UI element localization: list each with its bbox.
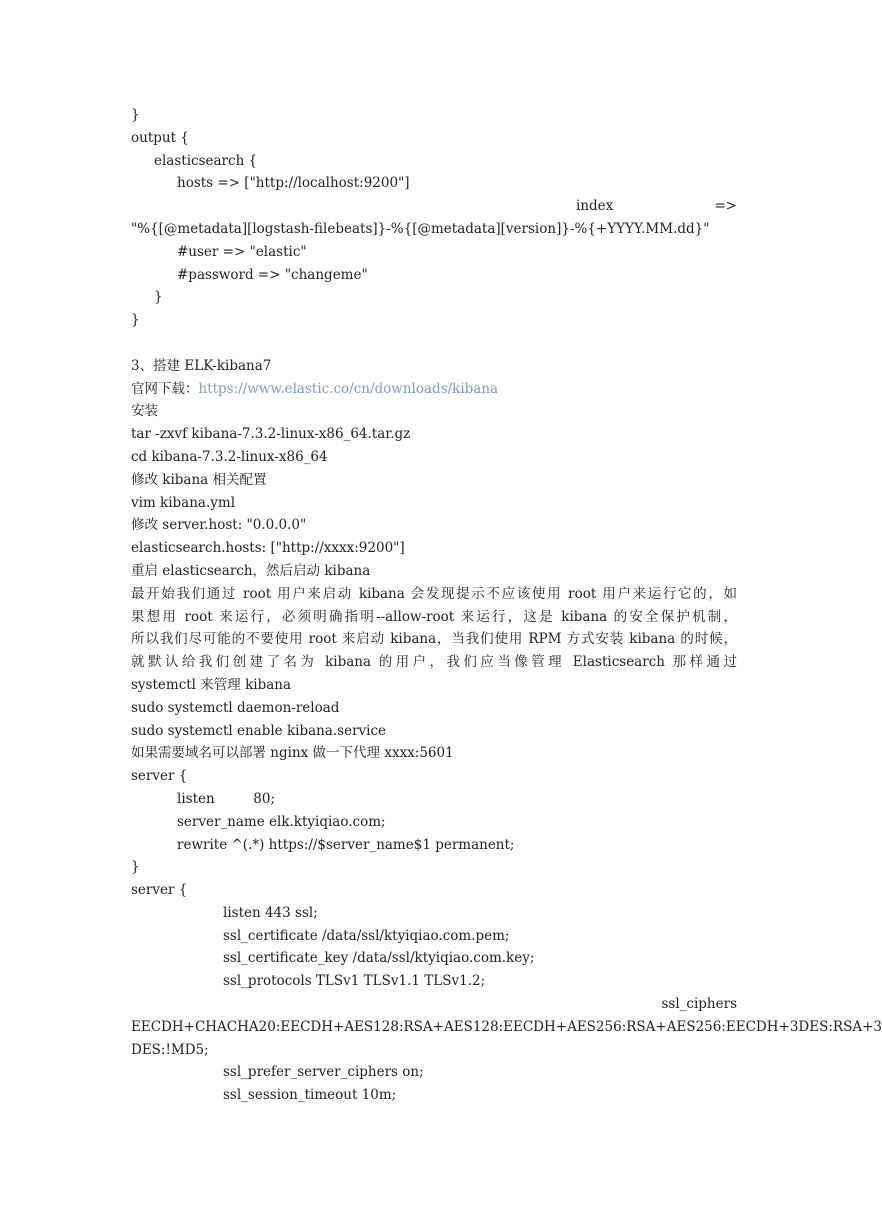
code-line: DES:!MD5; [131,1041,209,1058]
code-token: index [576,198,614,215]
code-line: elasticsearch.hosts: ["http://xxxx:9200"] [131,540,405,557]
code-line: server_name elk.ktyiqiao.com; [177,813,386,830]
code-line: } [131,312,140,329]
code-line: listen 80; [177,790,276,807]
code-line: elasticsearch { [154,152,258,169]
code-line: hosts => ["http://localhost:9200"] [177,175,410,192]
code-line: rewrite ^(.*) https://$server_name$1 permanent; [177,836,515,853]
download-label: 官网下载： [131,380,199,397]
code-line: #user => "elastic" [177,243,307,260]
code-line: sudo systemctl enable kibana.service [131,722,387,739]
code-line: } [154,289,163,306]
code-line: ssl_prefer_server_ciphers on; [223,1064,424,1081]
code-line: output { [131,129,189,146]
code-line: tar -zxvf kibana-7.3.2-linux-x86_64.tar.gz [131,426,411,443]
code-line: cd kibana-7.3.2-linux-x86_64 [131,448,328,465]
code-line: } [131,107,140,123]
code-line: sudo systemctl daemon-reload [131,699,340,716]
text-line: 安装 [131,403,158,420]
text-line: 修改 server.host: "0.0.0.0" [131,517,307,534]
code-line: server { [131,768,188,785]
code-line: } [131,859,140,876]
document-page [131,104,882,1107]
text-line: 重启 elasticsearch，然后启动 kibana [131,562,371,579]
text-line: 修改 kibana 相关配置 [131,471,267,488]
code-line: #password => "changeme" [177,266,368,283]
code-token: => [714,198,737,215]
code-line: vim kibana.yml [131,494,236,511]
code-line: ssl_ciphers [661,996,737,1013]
blank-line [131,332,737,355]
code-line: "%{[@metadata][logstash-filebeats]}-%{[@metadata][version]}-%{+YYYY.MM.dd}" [131,220,710,237]
paragraph-line: 就默认给我们创建了名为 kibana 的用户，我们应当像管理 Elasticsearch 那样通过 [131,654,737,671]
code-line: listen 443 ssl; [223,904,318,921]
code-line [131,195,737,218]
code-line: ssl_certificate /data/ssl/ktyiqiao.com.pem; [223,927,510,944]
code-line: EECDH+CHACHA20:EECDH+AES128:RSA+AES128:EECDH+AES256:RSA+AES256:EECDH+3DES:RSA+3 [131,1018,882,1035]
code-line: ssl_protocols TLSv1 TLSv1.1 TLSv1.2; [223,973,486,990]
paragraph-line: 所以我们尽可能的不要使用 root 来启动 kibana，当我们使用 RPM 方式安装 kibana 的时候， [131,631,737,648]
paragraph-line: 最开始我们通过 root 用户来启动 kibana 会发现提示不应该使用 root 用户来运行它的，如 [131,585,737,602]
code-line: ssl_session_timeout 10m; [223,1087,397,1104]
text-line: 如果需要域名可以部署 nginx 做一下代理 xxxx:5601 [131,745,454,762]
code-line: server { [131,882,188,899]
paragraph-line: systemctl 来管理 kibana [131,676,292,693]
paragraph-line: 果想用 root 来运行，必须明确指明--allow-root 来运行，这是 kibana 的安全保护机制， [131,608,737,625]
code-line: ssl_certificate_key /data/ssl/ktyiqiao.com.key; [223,950,535,967]
text-line [131,378,737,401]
download-link[interactable]: https://www.elastic.co/cn/downloads/kibana [198,380,499,397]
section-heading: 3、搭建 ELK-kibana7 [131,357,272,374]
